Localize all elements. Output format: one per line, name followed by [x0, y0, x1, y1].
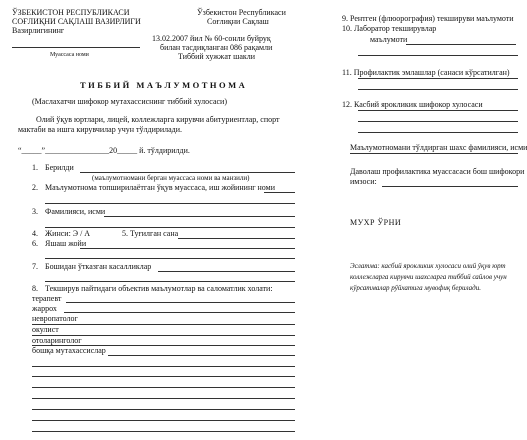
specialist-ent: отоларинголог: [32, 336, 82, 345]
intro-line-2: мактаби ва ишга кирувчилар учун тўлдирилади.: [18, 125, 183, 134]
item-10-label: 10. Лаборатор текширувлар: [342, 24, 437, 33]
specialist-neurologist: невропатолог: [32, 314, 78, 323]
field-1-input-line[interactable]: [80, 172, 295, 173]
head-doctor-signature-line[interactable]: [382, 186, 518, 187]
field-1-caption: (маълумотномани берган муассаса номи ва манзили): [92, 174, 250, 182]
field-8-label: Текширув пайтидаги объектив маълумотлар ва саломатлик холати:: [45, 284, 273, 293]
field-2-input-line-a[interactable]: [264, 192, 295, 193]
specialist-neurologist-line[interactable]: [32, 324, 295, 325]
field-3-input-line-a[interactable]: [104, 216, 295, 217]
order-line-3: Тиббий хужжат шакли: [178, 52, 256, 61]
item-9-label: 9. Рентген (флюорография) текшируви маълумоти: [342, 14, 514, 23]
note-line-1: Эслатма: касбий ярокликик хулосаси олий ўқув юрт: [350, 262, 506, 270]
blank-line[interactable]: [32, 376, 295, 377]
field-7-input-line-a[interactable]: [158, 271, 295, 272]
item-12-line-b[interactable]: [358, 121, 518, 122]
blank-line[interactable]: [32, 409, 295, 410]
intro-line-1: Олий ўқув юртлари, лицей, коллежларга кирувчи абитуриентлар, спорт: [36, 115, 280, 124]
ministry-line-3: Вазирлигининг: [12, 26, 65, 35]
document-subtitle: (Маслахатчи шифокор мутахассиснинг тиббий хулосаси): [32, 97, 227, 106]
specialist-therapist-line[interactable]: [66, 302, 295, 303]
blank-line[interactable]: [32, 387, 295, 388]
item-12-line-a[interactable]: [358, 110, 518, 111]
doctor-signature-line[interactable]: [350, 153, 518, 154]
fill-date-line: “_____”________________20_____ й. тўлдирилди.: [18, 146, 190, 155]
item-10-line-b[interactable]: [358, 55, 518, 56]
field-6-label: Яшаш жойи: [45, 239, 87, 248]
specialist-therapist: терапевт: [32, 294, 62, 303]
ministry-line-2: СОҒЛИҚНИ САҚЛАШ ВАЗИРЛИГИ: [12, 17, 141, 26]
note-line-2: коллежларга кирувчи шахсларга тиббий сайлов учун: [350, 273, 507, 281]
health-label: Соғлиқни Сақлаш: [207, 17, 269, 26]
institution-caption: Муассаса номи: [50, 52, 89, 58]
republic-label: Ўзбекистон Республикаси: [197, 8, 286, 17]
field-7-label: Бошидан ўтказган касалликлар: [45, 262, 152, 271]
specialist-surgeon-line[interactable]: [64, 312, 295, 313]
field-4-number: 4.: [32, 229, 38, 238]
item-11-label: 11. Профилактик эмлашлар (санаси кўрсатилган): [342, 68, 510, 77]
field-6-input-line-b[interactable]: [45, 258, 295, 259]
field-4-label: Жинси: Э / А: [45, 229, 91, 238]
order-line-2: билан тасдиқланган 086 рақамли: [160, 43, 273, 52]
field-1-label: Берилди: [45, 163, 74, 172]
blank-line[interactable]: [32, 398, 295, 399]
note-line-3: кўрсатмалар рўйхатига мувофиқ берилади.: [350, 284, 481, 292]
field-8-number: 8.: [32, 284, 38, 293]
field-6-number: 6.: [32, 239, 38, 248]
head-doctor-signature-label: имзоси:: [350, 177, 377, 186]
field-7-input-line-b[interactable]: [45, 281, 295, 282]
specialist-others: бошқа мутахассислар: [32, 346, 106, 355]
item-12-label: 12. Касбий ярокликик шифокор хулосаси: [342, 100, 483, 109]
blank-line[interactable]: [32, 420, 295, 421]
document-title: ТИББИЙ МАЪЛУМОТНОМА: [80, 80, 248, 90]
field-2-input-line-b[interactable]: [45, 203, 295, 204]
institution-line: [12, 47, 140, 48]
stamp-placeholder: МУХР ЎРНИ: [350, 218, 402, 227]
field-5-input-line[interactable]: [178, 238, 295, 239]
field-3-number: 3.: [32, 207, 38, 216]
item-10-line-a[interactable]: [406, 44, 516, 45]
item-11-line-b[interactable]: [358, 89, 518, 90]
field-7-number: 7.: [32, 262, 38, 271]
ministry-line-1: ЎЗБЕКИСТОН РЕСПУБЛИКАСИ: [12, 8, 130, 17]
field-3-input-line-b[interactable]: [45, 227, 295, 228]
specialist-others-line[interactable]: [108, 355, 295, 356]
field-1-number: 1.: [32, 163, 38, 172]
specialist-surgeon: жаррох: [32, 304, 57, 313]
document-right-page: [330, 0, 527, 440]
field-3-label: Фамилияси, исми: [45, 207, 106, 216]
blank-line[interactable]: [32, 431, 295, 432]
specialist-oculist: окулист: [32, 325, 59, 334]
item-10-sub: маълумоти: [370, 35, 408, 44]
head-doctor-label: Даволаш профилактика муассасаси бош шифокори: [350, 167, 525, 176]
doctor-signature-label: Маълумотномани тўлдирган шахс фамилияси, исми: [350, 143, 527, 152]
item-11-line-a[interactable]: [358, 78, 518, 79]
field-2-label: Маълумотнома топширилаётган ўқув муассаса, иш жойининг номи: [45, 183, 275, 192]
field-6-input-line-a[interactable]: [80, 248, 295, 249]
blank-line[interactable]: [32, 366, 295, 367]
field-2-number: 2.: [32, 183, 38, 192]
item-12-line-c[interactable]: [358, 132, 518, 133]
order-line-1: 13.02.2007 йил № 60-сонли буйруқ: [152, 34, 271, 43]
field-5-label: 5. Туғилган сана: [122, 229, 179, 238]
